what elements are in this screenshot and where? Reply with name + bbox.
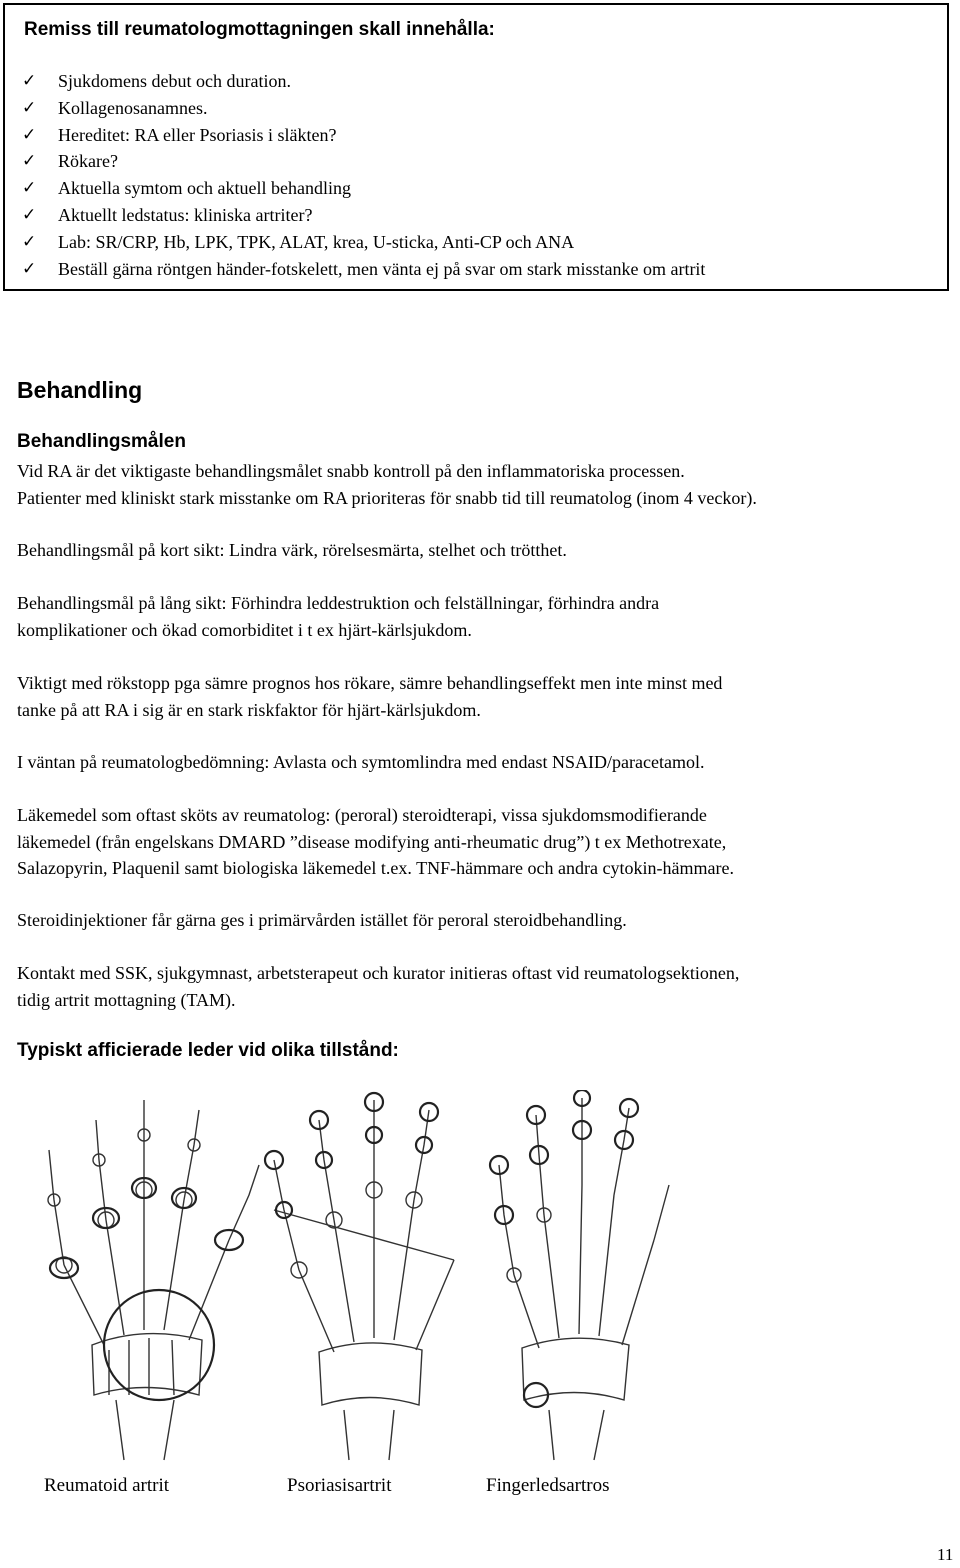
- paragraph-smoking: Viktigt med rökstopp pga sämre prognos hos rökare, sämre behandlingseffekt men inte minst med tanke på att RA i sig är en stark riskfaktor för hjärt-kärlsjukdom.: [17, 673, 723, 720]
- check-mark-icon: ✓: [22, 124, 37, 145]
- caption-osteoarthritis: Fingerledsartros: [486, 1475, 610, 1496]
- paragraph-long-term: Behandlingsmål på lång sikt: Förhindra leddestruktion och felställningar, förhindra andra komplikationer och ökad comorbiditet i t ex hjärt-kärlsjukdom.: [17, 593, 660, 640]
- paragraph-short-term: Behandlingsmål på kort sikt: Lindra värk, rörelsesmärta, stelhet och trötthet.: [17, 540, 567, 560]
- checklist-item: ✓ Beställ gärna röntgen händer-fotskelett, men vänta ej på svar om stark misstanke om artrit: [22, 256, 705, 283]
- check-mark-icon: ✓: [22, 204, 37, 225]
- paragraph-medication: Läkemedel som oftast sköts av reumatolog: (peroral) steroidterapi, vissa sjukdomsmodifierande läkemedel (från engelskans DMARD ”disease modifying anti-rheumatic drug”) t ex Methotrexate, Salazopyrin, Plaquenil samt biologiska läkemedel t.ex. TNF-hämmare och andra cytokin-hämmare.: [17, 805, 734, 878]
- checklist-item: ✓ Lab: SR/CRP, Hb, LPK, TPK, ALAT, krea, U-sticka, Anti-CP och ANA: [22, 229, 705, 256]
- hand-skeleton-osteoarthritis-icon: [490, 1090, 669, 1460]
- checklist-item: ✓ Hereditet: RA eller Psoriasis i släkten?: [22, 122, 705, 149]
- check-mark-icon: ✓: [22, 258, 37, 279]
- section-heading: Behandling: [17, 377, 143, 403]
- hand-skeleton-rheumatoid-icon: [48, 1100, 259, 1460]
- hand-skeleton-psoriatic-icon: [265, 1093, 454, 1460]
- check-mark-icon: ✓: [22, 97, 37, 118]
- check-mark-icon: ✓: [22, 71, 37, 91]
- box-title: Remiss till reumatologmottagningen skall innehålla:: [24, 19, 495, 40]
- checklist-item: ✓ Rökare?: [22, 148, 705, 175]
- caption-psoriatic: Psoriasisartrit: [287, 1475, 392, 1496]
- requirements-checklist: [22, 68, 705, 282]
- paragraph-waiting: I väntan på reumatologbedömning: Avlasta och symtomlindra med endast NSAID/paracetamol.: [17, 752, 705, 772]
- caption-rheumatoid: Reumatoid artrit: [44, 1475, 170, 1496]
- paragraph-goal: Vid RA är det viktigaste behandlingsmålet snabb kontroll på den inflammatoriska processen. Patienter med kliniskt stark misstanke om RA prioriteras för snabb tid till reumatolog (inom 4 veckor).: [17, 461, 757, 508]
- referral-requirements-box: [3, 3, 949, 291]
- section-subheading: Behandlingsmålen: [17, 431, 186, 452]
- checklist-item: ✓ Aktuella symtom och aktuell behandling: [22, 175, 705, 202]
- check-mark-icon: ✓: [22, 231, 37, 252]
- hand-skeleton-figure: [14, 1090, 676, 1470]
- paragraph-steroid-injections: Steroidinjektioner får gärna ges i primärvården istället för peroral steroidbehandling.: [17, 910, 627, 930]
- page-number: 11: [937, 1545, 954, 1564]
- checklist-item: ✓ Kollagenosanamnes.: [22, 95, 705, 122]
- paragraph-contact: Kontakt med SSK, sjukgymnast, arbetsterapeut och kurator initieras oftast vid reumatologsektionen, tidig artrit mottagning (TAM).: [17, 963, 740, 1010]
- checklist-item: ✓ Sjukdomens debut och duration.: [22, 68, 705, 95]
- figure-heading: Typiskt afficierade leder vid olika tillstånd:: [17, 1040, 399, 1061]
- check-mark-icon: ✓: [22, 151, 37, 172]
- checklist-item: ✓ Aktuellt ledstatus: kliniska artriter?: [22, 202, 705, 229]
- check-mark-icon: ✓: [22, 178, 37, 199]
